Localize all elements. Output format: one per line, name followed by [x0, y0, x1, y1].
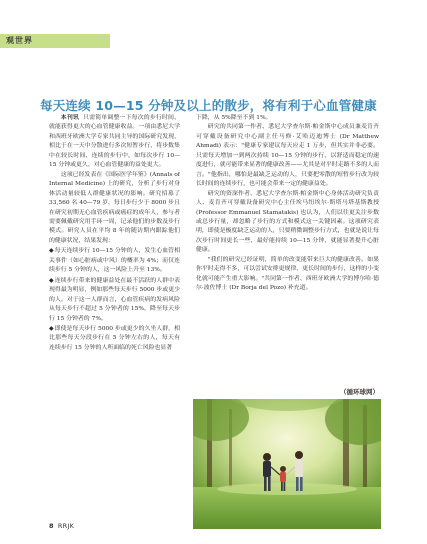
- paragraph: "我们的研究已经证明，简单的改变能带来巨大的健康改善。如果你平时走得不多，可以尝试安排更规律、更长时间的步行，这样的小变化就可能产生重大影响。"共同第一作者、西班牙欧洲大学的博尔哈·德尔·波佐博士 (Dr Borja del Pozo) 补充道。: [196, 256, 379, 292]
- page-number: 8: [49, 522, 54, 530]
- publication-name: RRJK: [57, 522, 75, 530]
- bullet-text: 即使是每天步行 5000 步或更少的久坐人群，相比那些每天分段步行在 5 分钟左右的人，每天有连续步行 15 分钟的人所面临的死亡风险也显著: [49, 325, 180, 351]
- bullet-item: [49, 324, 180, 353]
- bullet-text: 每天连续步行 10—15 分钟的人，发生心血管相关事件（如心脏病或中风）的概率为 4%；而仅连续步行 5 分钟的人，这一风险上升至 13%。: [49, 248, 180, 274]
- bullet-item: [49, 246, 180, 275]
- paragraph: 下降，从 5%降至不到 1%。: [196, 115, 272, 121]
- bullet-text: 连续步行带来的健康益处在最不活跃的人群中表现得最为明显，例如那些每天步行 5000 步或更少的人。对于这一人群而言，心血管疾病的发病风险从每天步行不超过 5 分钟者的 15%，降至每天步行 15 分钟者的 7%。: [49, 277, 180, 322]
- section-label: 观世界: [6, 36, 33, 45]
- section-bar: [0, 34, 110, 48]
- bullet-item: [49, 276, 180, 324]
- article-source: （循环球网）: [340, 388, 379, 396]
- article-title: 每天连续 10—15 分钟及以上的散步，将有利于心血管健康: [40, 98, 377, 113]
- paragraph: [49, 114, 180, 171]
- article-left-column: [49, 114, 180, 506]
- page-footer: [49, 522, 74, 530]
- diamond-bullet-icon: ◆: [49, 276, 54, 284]
- diamond-bullet-icon: ◆: [49, 247, 54, 255]
- diamond-bullet-icon: ◆: [49, 324, 54, 332]
- family-walking-in-park-photo: [193, 399, 381, 529]
- paragraph-text: 只需简单调整一下每次的步行时间，就能获得更大的心血管健康收益。一项由悉尼大学和西班牙欧洲大学专家共同主导的国际研究发现，相比于在一天中分散进行多次短暂步行，将步数集中在较长时间、连续的步行中，如每次步行 10—15 分钟或更久，对心血管健康的益处更大。: [49, 115, 180, 169]
- paragraph: 研究的共同第一作者、悉尼大学查尔斯·帕金斯中心成员兼麦肯齐可穿戴设备研究中心副主任马修·艾哈迈迪博士 (Dr Matthew Ahmadi) 表示："健康专家建议每天应走 1 万步，但其实并非必要。只需每天增加一到两次持续 10—15 分钟的步行，以舒适而稳定的速度进行，就可能带来显著的健康改善——尤其是对平时走路不多的人而言。"他指出，哪怕是最缺乏运动的人，只要把零散的短暂步行改为较长时间的连续步行，也可能会带来一定的健康益处。: [196, 124, 379, 188]
- paragraph: 这项已经发表在《国际医学年鉴》(Annals of Internal Medicine) 上的研究，分析了步行对身体活动量较低人群健康状况的影响。研究招募了 33,560 名 40—79 岁，每日步行少于 8000 步且在研究初期无心血管疾病或癌症的成年人，参与者需要佩戴研究用手环一周，记录他们的步数及步行模式。研究人员在平均 8 年的随访期内跟踪他们的健康状况，结果发现：: [49, 171, 180, 244]
- paragraph: 研究的资深作者、悉尼大学查尔斯·帕金斯中心身体活动研究负责人、麦肯齐可穿戴设备研究中心主任埃马纽埃尔·斯塔马塔基斯教授 (Professor Emmanuel Stamatakis) 也认为，人们以往更关注步数或总步行量，却忽略了步行的方式和模式这一关键因素。这项研究表明，即使是极度缺乏运动的人，只要稍微调整步行方式，也就是说让每次步行时间更长一些，最好能持续 10—15 分钟，就能显著提升心脏健康。: [196, 190, 379, 254]
- article-right-column: [196, 114, 379, 394]
- lead-word: 本刊讯: [60, 115, 79, 121]
